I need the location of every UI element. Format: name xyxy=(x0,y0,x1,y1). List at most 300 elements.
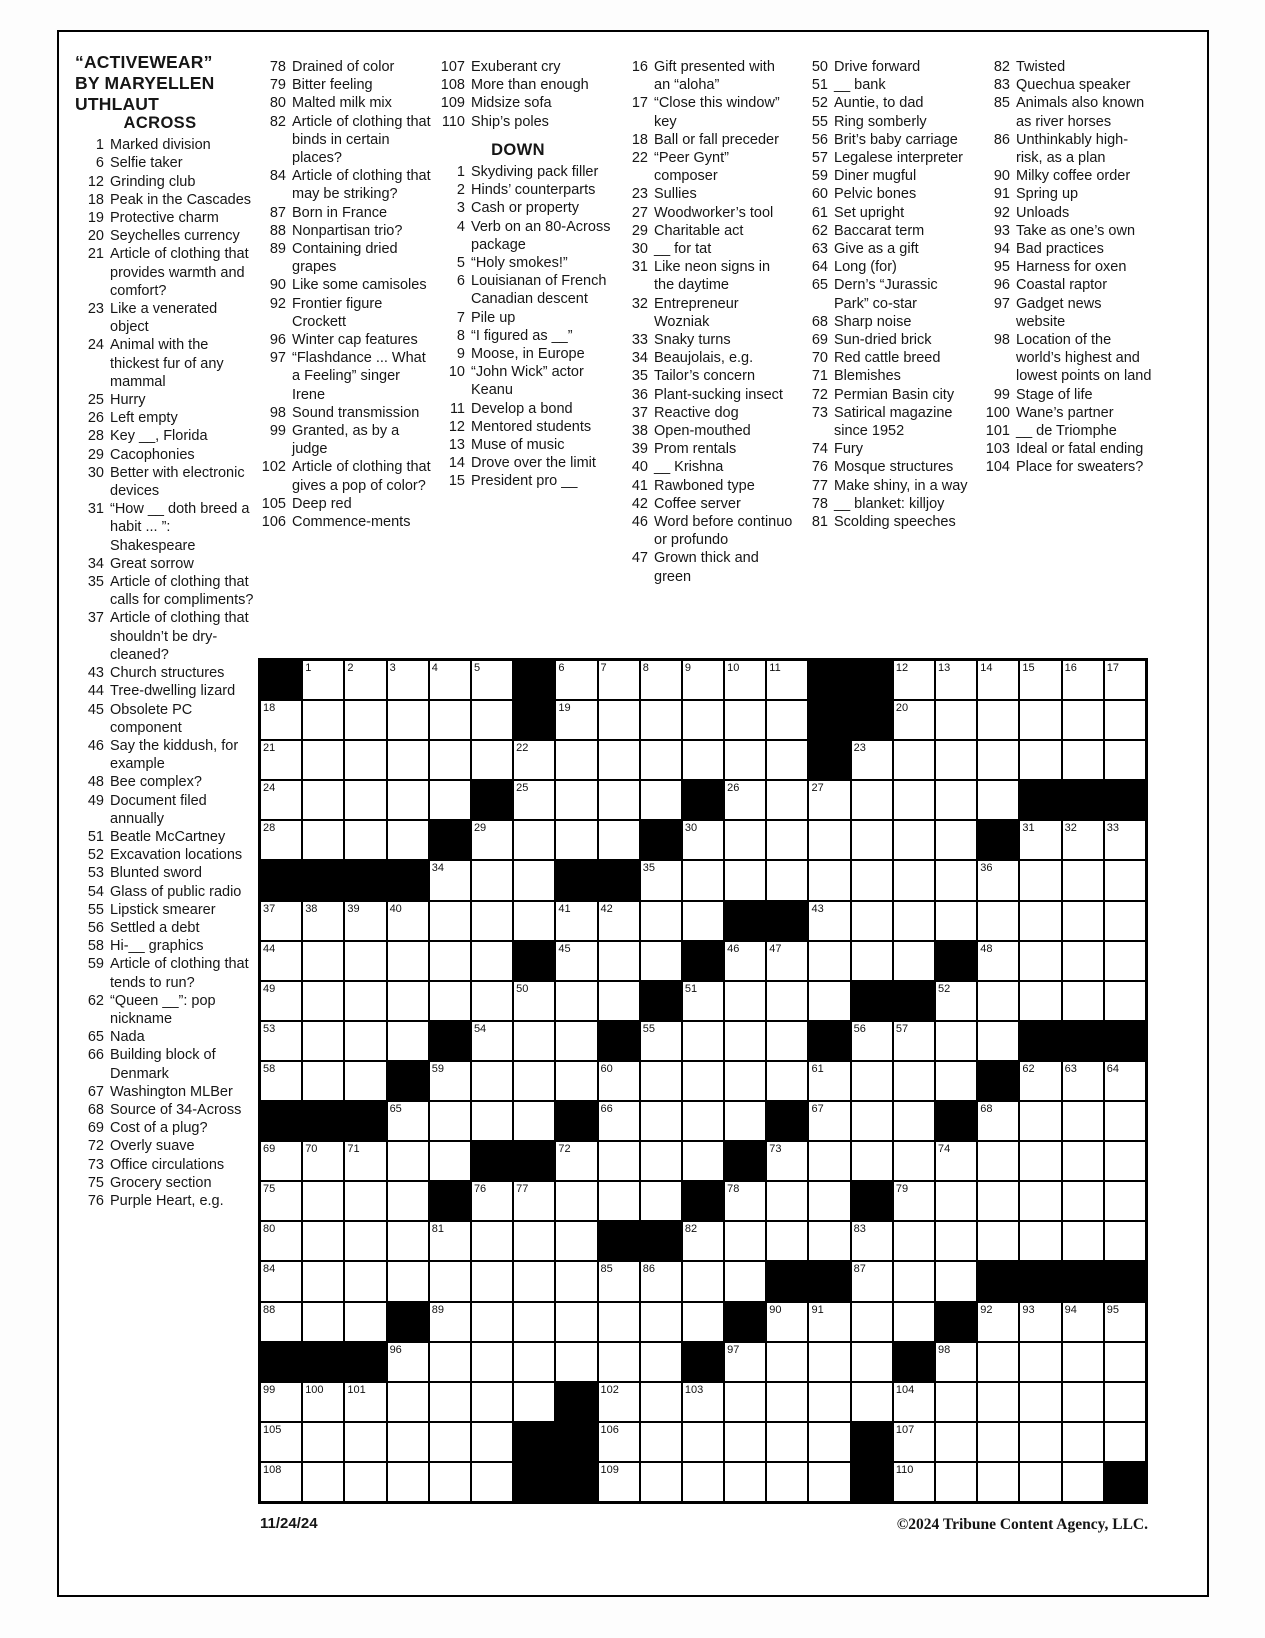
grid-cell[interactable] xyxy=(977,1181,1019,1221)
grid-cell[interactable] xyxy=(1104,1342,1146,1382)
grid-cell[interactable] xyxy=(766,700,808,740)
grid-cell[interactable] xyxy=(724,1261,766,1301)
grid-cell[interactable] xyxy=(977,1141,1019,1181)
grid-cell[interactable] xyxy=(935,820,977,860)
grid-cell[interactable] xyxy=(640,740,682,780)
grid-cell[interactable] xyxy=(682,1382,724,1422)
grid-cell[interactable] xyxy=(598,1382,640,1422)
grid-cell[interactable] xyxy=(471,941,513,981)
grid-cell[interactable] xyxy=(935,1261,977,1301)
grid-cell[interactable] xyxy=(977,901,1019,941)
grid-cell[interactable] xyxy=(302,1302,344,1342)
grid-cell[interactable] xyxy=(513,1181,555,1221)
grid-cell[interactable] xyxy=(344,1462,386,1502)
grid-cell[interactable] xyxy=(851,901,893,941)
grid-cell[interactable] xyxy=(1019,1302,1061,1342)
grid-cell[interactable] xyxy=(260,740,302,780)
grid-cell[interactable] xyxy=(766,780,808,820)
grid-cell[interactable] xyxy=(598,660,640,700)
grid-cell[interactable] xyxy=(513,780,555,820)
grid-cell[interactable] xyxy=(724,780,766,820)
grid-cell[interactable] xyxy=(1062,1382,1104,1422)
grid-cell[interactable] xyxy=(598,1422,640,1462)
grid-cell[interactable] xyxy=(893,1101,935,1141)
grid-cell[interactable] xyxy=(766,1302,808,1342)
grid-cell[interactable] xyxy=(302,1261,344,1301)
grid-cell[interactable] xyxy=(1062,901,1104,941)
grid-cell[interactable] xyxy=(724,1101,766,1141)
grid-cell[interactable] xyxy=(851,1261,893,1301)
grid-cell[interactable] xyxy=(1019,1141,1061,1181)
grid-cell[interactable] xyxy=(682,1141,724,1181)
grid-cell[interactable] xyxy=(724,981,766,1021)
grid-cell[interactable] xyxy=(344,941,386,981)
grid-cell[interactable] xyxy=(387,981,429,1021)
grid-cell[interactable] xyxy=(682,901,724,941)
grid-cell[interactable] xyxy=(977,941,1019,981)
grid-cell[interactable] xyxy=(471,660,513,700)
grid-cell[interactable] xyxy=(935,860,977,900)
grid-cell[interactable] xyxy=(893,780,935,820)
grid-cell[interactable] xyxy=(640,780,682,820)
grid-cell[interactable] xyxy=(598,700,640,740)
grid-cell[interactable] xyxy=(682,1462,724,1502)
grid-cell[interactable] xyxy=(260,1261,302,1301)
grid-cell[interactable] xyxy=(977,780,1019,820)
grid-cell[interactable] xyxy=(260,1021,302,1061)
grid-cell[interactable] xyxy=(260,700,302,740)
grid-cell[interactable] xyxy=(935,1342,977,1382)
grid-cell[interactable] xyxy=(429,1141,471,1181)
grid-cell[interactable] xyxy=(555,740,597,780)
grid-cell[interactable] xyxy=(471,820,513,860)
grid-cell[interactable] xyxy=(598,901,640,941)
grid-cell[interactable] xyxy=(640,901,682,941)
grid-cell[interactable] xyxy=(555,941,597,981)
grid-cell[interactable] xyxy=(344,700,386,740)
grid-cell[interactable] xyxy=(513,1302,555,1342)
grid-cell[interactable] xyxy=(598,780,640,820)
grid-cell[interactable] xyxy=(387,740,429,780)
grid-cell[interactable] xyxy=(387,1221,429,1261)
grid-cell[interactable] xyxy=(893,941,935,981)
grid-cell[interactable] xyxy=(851,1221,893,1261)
grid-cell[interactable] xyxy=(387,1101,429,1141)
grid-cell[interactable] xyxy=(724,820,766,860)
grid-cell[interactable] xyxy=(344,1221,386,1261)
grid-cell[interactable] xyxy=(893,660,935,700)
grid-cell[interactable] xyxy=(893,1261,935,1301)
grid-cell[interactable] xyxy=(1104,700,1146,740)
grid-cell[interactable] xyxy=(682,1021,724,1061)
grid-cell[interactable] xyxy=(598,1462,640,1502)
grid-cell[interactable] xyxy=(977,1462,1019,1502)
grid-cell[interactable] xyxy=(1062,1302,1104,1342)
grid-cell[interactable] xyxy=(1019,1382,1061,1422)
grid-cell[interactable] xyxy=(640,1462,682,1502)
grid-cell[interactable] xyxy=(555,1021,597,1061)
grid-cell[interactable] xyxy=(260,780,302,820)
grid-cell[interactable] xyxy=(471,1382,513,1422)
grid-cell[interactable] xyxy=(513,981,555,1021)
grid-cell[interactable] xyxy=(513,1101,555,1141)
grid-cell[interactable] xyxy=(682,1422,724,1462)
grid-cell[interactable] xyxy=(429,780,471,820)
grid-cell[interactable] xyxy=(260,941,302,981)
grid-cell[interactable] xyxy=(260,1181,302,1221)
grid-cell[interactable] xyxy=(935,1422,977,1462)
grid-cell[interactable] xyxy=(935,901,977,941)
grid-cell[interactable] xyxy=(1062,1061,1104,1101)
grid-cell[interactable] xyxy=(387,1021,429,1061)
grid-cell[interactable] xyxy=(471,1462,513,1502)
grid-cell[interactable] xyxy=(471,1181,513,1221)
grid-cell[interactable] xyxy=(977,1221,1019,1261)
grid-cell[interactable] xyxy=(387,1261,429,1301)
grid-cell[interactable] xyxy=(302,820,344,860)
grid-cell[interactable] xyxy=(935,700,977,740)
grid-cell[interactable] xyxy=(555,660,597,700)
grid-cell[interactable] xyxy=(724,1061,766,1101)
grid-cell[interactable] xyxy=(555,700,597,740)
grid-cell[interactable] xyxy=(808,1382,850,1422)
grid-cell[interactable] xyxy=(260,1061,302,1101)
grid-cell[interactable] xyxy=(513,740,555,780)
grid-cell[interactable] xyxy=(344,660,386,700)
grid-cell[interactable] xyxy=(429,1261,471,1301)
grid-cell[interactable] xyxy=(1104,1422,1146,1462)
grid-cell[interactable] xyxy=(977,981,1019,1021)
grid-cell[interactable] xyxy=(766,820,808,860)
grid-cell[interactable] xyxy=(1104,1221,1146,1261)
grid-cell[interactable] xyxy=(471,700,513,740)
grid-cell[interactable] xyxy=(555,981,597,1021)
grid-cell[interactable] xyxy=(387,1181,429,1221)
grid-cell[interactable] xyxy=(302,1061,344,1101)
grid-cell[interactable] xyxy=(471,740,513,780)
grid-cell[interactable] xyxy=(513,1061,555,1101)
grid-cell[interactable] xyxy=(1019,1422,1061,1462)
grid-cell[interactable] xyxy=(598,1342,640,1382)
grid-cell[interactable] xyxy=(1062,1462,1104,1502)
grid-cell[interactable] xyxy=(598,1141,640,1181)
grid-cell[interactable] xyxy=(513,901,555,941)
grid-cell[interactable] xyxy=(1019,820,1061,860)
grid-cell[interactable] xyxy=(851,820,893,860)
grid-cell[interactable] xyxy=(1062,1221,1104,1261)
grid-cell[interactable] xyxy=(640,1101,682,1141)
grid-cell[interactable] xyxy=(344,1061,386,1101)
grid-cell[interactable] xyxy=(429,1462,471,1502)
grid-cell[interactable] xyxy=(977,1101,1019,1141)
grid-cell[interactable] xyxy=(766,1181,808,1221)
grid-cell[interactable] xyxy=(724,1181,766,1221)
grid-cell[interactable] xyxy=(808,981,850,1021)
grid-cell[interactable] xyxy=(598,740,640,780)
grid-cell[interactable] xyxy=(598,1101,640,1141)
grid-cell[interactable] xyxy=(344,1302,386,1342)
grid-cell[interactable] xyxy=(471,860,513,900)
grid-cell[interactable] xyxy=(640,1061,682,1101)
grid-cell[interactable] xyxy=(429,700,471,740)
grid-cell[interactable] xyxy=(977,1382,1019,1422)
grid-cell[interactable] xyxy=(977,1021,1019,1061)
grid-cell[interactable] xyxy=(513,1382,555,1422)
grid-cell[interactable] xyxy=(893,901,935,941)
grid-cell[interactable] xyxy=(682,1261,724,1301)
grid-cell[interactable] xyxy=(682,660,724,700)
grid-cell[interactable] xyxy=(1104,1181,1146,1221)
grid-cell[interactable] xyxy=(513,860,555,900)
grid-cell[interactable] xyxy=(893,1302,935,1342)
grid-cell[interactable] xyxy=(302,1221,344,1261)
grid-cell[interactable] xyxy=(387,901,429,941)
grid-cell[interactable] xyxy=(1019,981,1061,1021)
grid-cell[interactable] xyxy=(766,1141,808,1181)
grid-cell[interactable] xyxy=(1019,941,1061,981)
grid-cell[interactable] xyxy=(724,1021,766,1061)
grid-cell[interactable] xyxy=(387,1141,429,1181)
grid-cell[interactable] xyxy=(766,740,808,780)
grid-cell[interactable] xyxy=(387,1382,429,1422)
grid-cell[interactable] xyxy=(1104,901,1146,941)
grid-cell[interactable] xyxy=(598,1302,640,1342)
grid-cell[interactable] xyxy=(429,1422,471,1462)
grid-cell[interactable] xyxy=(302,700,344,740)
grid-cell[interactable] xyxy=(1062,981,1104,1021)
grid-cell[interactable] xyxy=(893,700,935,740)
grid-cell[interactable] xyxy=(851,941,893,981)
grid-cell[interactable] xyxy=(935,1061,977,1101)
grid-cell[interactable] xyxy=(851,740,893,780)
grid-cell[interactable] xyxy=(555,1221,597,1261)
grid-cell[interactable] xyxy=(302,901,344,941)
grid-cell[interactable] xyxy=(808,1061,850,1101)
grid-cell[interactable] xyxy=(555,1141,597,1181)
grid-cell[interactable] xyxy=(893,1021,935,1061)
grid-cell[interactable] xyxy=(387,1342,429,1382)
grid-cell[interactable] xyxy=(429,1302,471,1342)
grid-cell[interactable] xyxy=(344,901,386,941)
grid-cell[interactable] xyxy=(598,1061,640,1101)
grid-cell[interactable] xyxy=(1019,660,1061,700)
grid-cell[interactable] xyxy=(724,1462,766,1502)
grid-cell[interactable] xyxy=(808,860,850,900)
grid-cell[interactable] xyxy=(598,981,640,1021)
grid-cell[interactable] xyxy=(893,820,935,860)
grid-cell[interactable] xyxy=(724,1422,766,1462)
grid-cell[interactable] xyxy=(302,780,344,820)
grid-cell[interactable] xyxy=(429,660,471,700)
grid-cell[interactable] xyxy=(1019,1181,1061,1221)
grid-cell[interactable] xyxy=(260,901,302,941)
grid-cell[interactable] xyxy=(555,901,597,941)
grid-cell[interactable] xyxy=(1104,981,1146,1021)
grid-cell[interactable] xyxy=(977,700,1019,740)
grid-cell[interactable] xyxy=(1062,660,1104,700)
grid-cell[interactable] xyxy=(808,1221,850,1261)
grid-cell[interactable] xyxy=(471,1422,513,1462)
grid-cell[interactable] xyxy=(344,1382,386,1422)
grid-cell[interactable] xyxy=(640,1422,682,1462)
grid-cell[interactable] xyxy=(429,981,471,1021)
grid-cell[interactable] xyxy=(724,1221,766,1261)
grid-cell[interactable] xyxy=(851,1342,893,1382)
grid-cell[interactable] xyxy=(429,1061,471,1101)
grid-cell[interactable] xyxy=(1104,860,1146,900)
grid-cell[interactable] xyxy=(555,780,597,820)
grid-cell[interactable] xyxy=(682,1061,724,1101)
grid-cell[interactable] xyxy=(302,1462,344,1502)
grid-cell[interactable] xyxy=(893,1462,935,1502)
grid-cell[interactable] xyxy=(935,660,977,700)
grid-cell[interactable] xyxy=(640,1141,682,1181)
grid-cell[interactable] xyxy=(682,700,724,740)
grid-cell[interactable] xyxy=(344,1422,386,1462)
grid-cell[interactable] xyxy=(1019,740,1061,780)
grid-cell[interactable] xyxy=(935,1021,977,1061)
grid-cell[interactable] xyxy=(260,820,302,860)
grid-cell[interactable] xyxy=(598,1261,640,1301)
grid-cell[interactable] xyxy=(808,1342,850,1382)
grid-cell[interactable] xyxy=(977,860,1019,900)
grid-cell[interactable] xyxy=(513,1221,555,1261)
grid-cell[interactable] xyxy=(1019,1061,1061,1101)
grid-cell[interactable] xyxy=(935,740,977,780)
grid-cell[interactable] xyxy=(682,820,724,860)
grid-cell[interactable] xyxy=(808,1141,850,1181)
grid-cell[interactable] xyxy=(935,1141,977,1181)
grid-cell[interactable] xyxy=(977,1422,1019,1462)
grid-cell[interactable] xyxy=(640,941,682,981)
grid-cell[interactable] xyxy=(598,941,640,981)
grid-cell[interactable] xyxy=(851,1302,893,1342)
grid-cell[interactable] xyxy=(935,780,977,820)
grid-cell[interactable] xyxy=(429,901,471,941)
grid-cell[interactable] xyxy=(429,1342,471,1382)
grid-cell[interactable] xyxy=(429,1221,471,1261)
grid-cell[interactable] xyxy=(260,981,302,1021)
grid-cell[interactable] xyxy=(808,820,850,860)
grid-cell[interactable] xyxy=(766,1061,808,1101)
grid-cell[interactable] xyxy=(682,1302,724,1342)
grid-cell[interactable] xyxy=(851,1101,893,1141)
grid-cell[interactable] xyxy=(808,1101,850,1141)
grid-cell[interactable] xyxy=(893,1382,935,1422)
grid-cell[interactable] xyxy=(344,981,386,1021)
grid-cell[interactable] xyxy=(471,1101,513,1141)
grid-cell[interactable] xyxy=(344,740,386,780)
grid-cell[interactable] xyxy=(1019,1101,1061,1141)
grid-cell[interactable] xyxy=(851,780,893,820)
grid-cell[interactable] xyxy=(387,1462,429,1502)
grid-cell[interactable] xyxy=(682,1221,724,1261)
grid-cell[interactable] xyxy=(640,1342,682,1382)
grid-cell[interactable] xyxy=(1062,860,1104,900)
grid-cell[interactable] xyxy=(1104,740,1146,780)
grid-cell[interactable] xyxy=(1019,1221,1061,1261)
grid-cell[interactable] xyxy=(1062,820,1104,860)
grid-cell[interactable] xyxy=(513,1261,555,1301)
grid-cell[interactable] xyxy=(429,1101,471,1141)
grid-cell[interactable] xyxy=(1104,820,1146,860)
grid-cell[interactable] xyxy=(344,820,386,860)
grid-cell[interactable] xyxy=(513,1021,555,1061)
grid-cell[interactable] xyxy=(766,1021,808,1061)
grid-cell[interactable] xyxy=(260,1221,302,1261)
grid-cell[interactable] xyxy=(640,1302,682,1342)
grid-cell[interactable] xyxy=(302,941,344,981)
grid-cell[interactable] xyxy=(1104,1141,1146,1181)
grid-cell[interactable] xyxy=(260,1382,302,1422)
grid-cell[interactable] xyxy=(640,660,682,700)
grid-cell[interactable] xyxy=(808,901,850,941)
grid-cell[interactable] xyxy=(598,820,640,860)
grid-cell[interactable] xyxy=(808,1422,850,1462)
grid-cell[interactable] xyxy=(724,1342,766,1382)
grid-cell[interactable] xyxy=(555,1181,597,1221)
grid-cell[interactable] xyxy=(1062,700,1104,740)
grid-cell[interactable] xyxy=(1019,901,1061,941)
grid-cell[interactable] xyxy=(302,1181,344,1221)
grid-cell[interactable] xyxy=(935,1382,977,1422)
grid-cell[interactable] xyxy=(766,1462,808,1502)
grid-cell[interactable] xyxy=(429,1382,471,1422)
grid-cell[interactable] xyxy=(387,780,429,820)
grid-cell[interactable] xyxy=(471,1342,513,1382)
grid-cell[interactable] xyxy=(1019,1342,1061,1382)
grid-cell[interactable] xyxy=(260,1422,302,1462)
grid-cell[interactable] xyxy=(977,1302,1019,1342)
grid-cell[interactable] xyxy=(513,820,555,860)
grid-cell[interactable] xyxy=(893,740,935,780)
grid-cell[interactable] xyxy=(1104,1382,1146,1422)
grid-cell[interactable] xyxy=(766,660,808,700)
grid-cell[interactable] xyxy=(935,1181,977,1221)
grid-cell[interactable] xyxy=(1019,1462,1061,1502)
grid-cell[interactable] xyxy=(935,981,977,1021)
grid-cell[interactable] xyxy=(555,1061,597,1101)
grid-cell[interactable] xyxy=(766,1342,808,1382)
grid-cell[interactable] xyxy=(640,1181,682,1221)
grid-cell[interactable] xyxy=(429,941,471,981)
grid-cell[interactable] xyxy=(1062,1101,1104,1141)
grid-cell[interactable] xyxy=(1062,1181,1104,1221)
grid-cell[interactable] xyxy=(1062,1342,1104,1382)
grid-cell[interactable] xyxy=(302,1422,344,1462)
grid-cell[interactable] xyxy=(640,700,682,740)
grid-cell[interactable] xyxy=(302,740,344,780)
grid-cell[interactable] xyxy=(471,1302,513,1342)
grid-cell[interactable] xyxy=(344,780,386,820)
grid-cell[interactable] xyxy=(302,1141,344,1181)
grid-cell[interactable] xyxy=(387,660,429,700)
grid-cell[interactable] xyxy=(1104,1101,1146,1141)
grid-cell[interactable] xyxy=(387,700,429,740)
grid-cell[interactable] xyxy=(260,1462,302,1502)
grid-cell[interactable] xyxy=(1019,860,1061,900)
grid-cell[interactable] xyxy=(893,1422,935,1462)
grid-cell[interactable] xyxy=(1104,1061,1146,1101)
grid-cell[interactable] xyxy=(1104,941,1146,981)
grid-cell[interactable] xyxy=(260,1302,302,1342)
grid-cell[interactable] xyxy=(1019,700,1061,740)
grid-cell[interactable] xyxy=(387,820,429,860)
grid-cell[interactable] xyxy=(640,1021,682,1061)
grid-cell[interactable] xyxy=(471,1021,513,1061)
grid-cell[interactable] xyxy=(808,1462,850,1502)
grid-cell[interactable] xyxy=(808,780,850,820)
